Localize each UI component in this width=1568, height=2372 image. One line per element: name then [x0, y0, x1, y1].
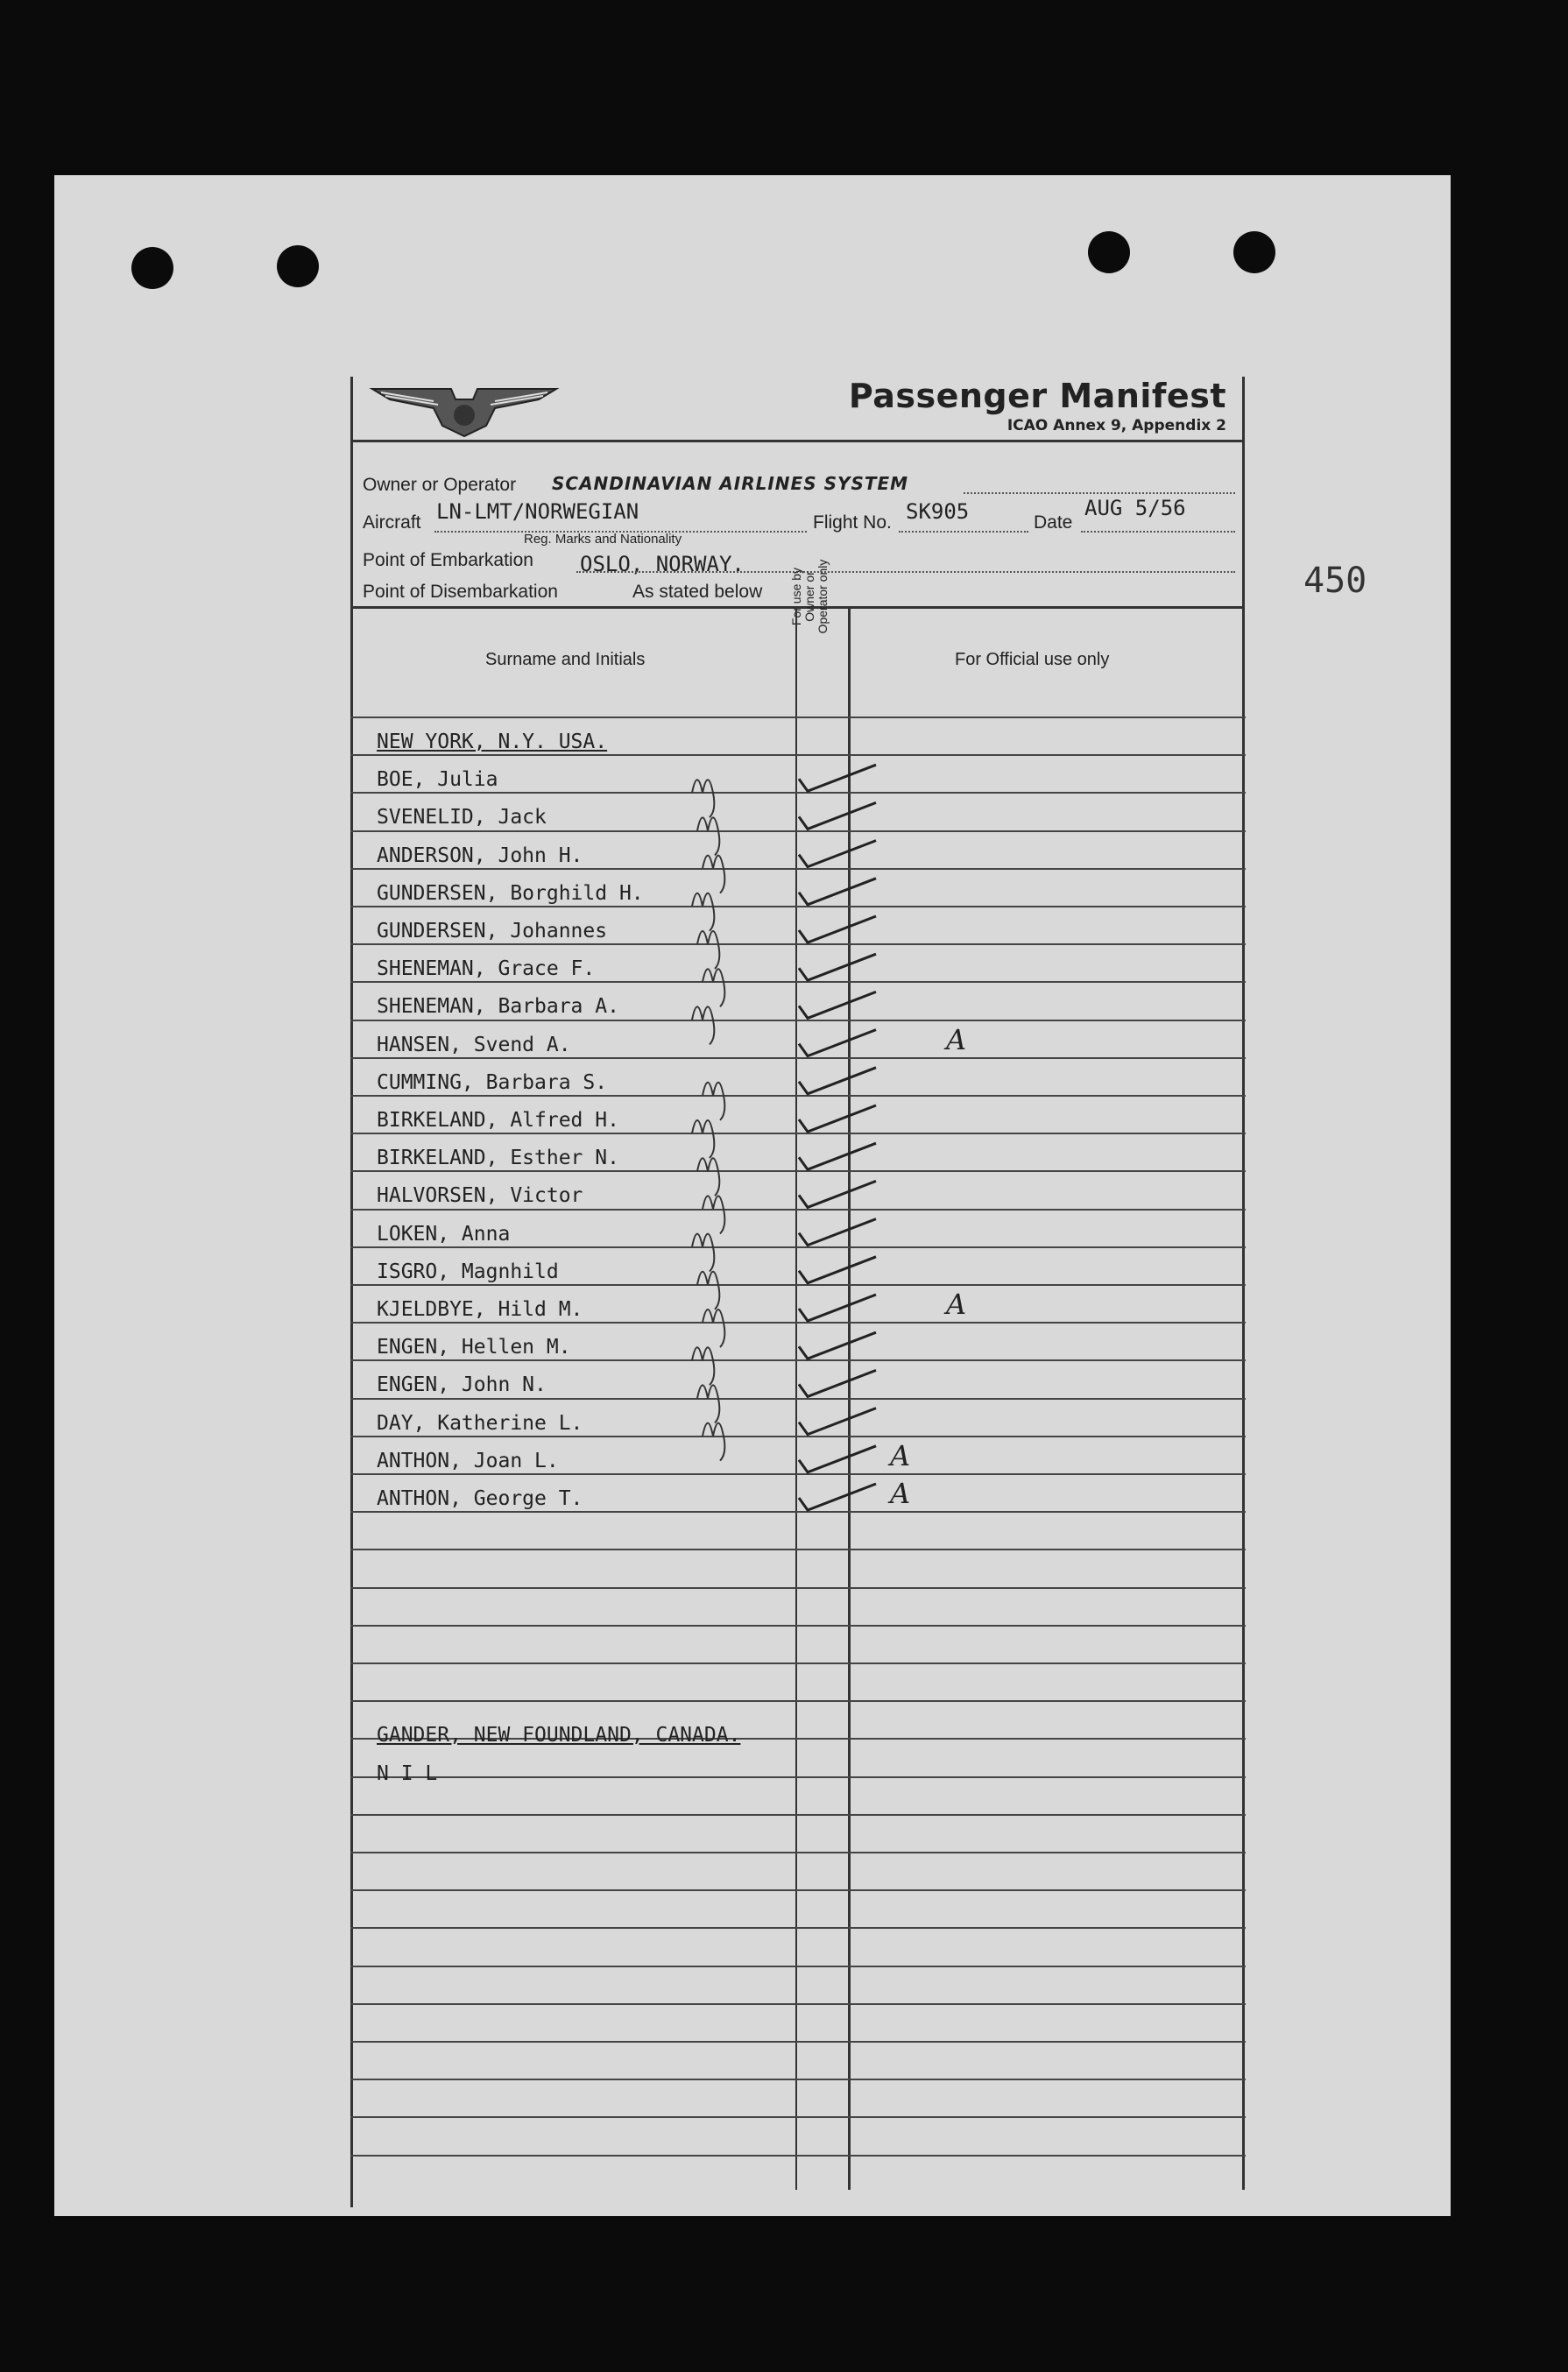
- nil-entry: N I L: [377, 1762, 438, 1785]
- checkmark: [799, 954, 876, 980]
- passenger-name: ISGRO, Magnhild: [377, 1260, 559, 1283]
- embarkation-label: Point of Embarkation: [363, 550, 533, 570]
- handwritten-initials: [692, 1347, 714, 1385]
- page-stamp-number: 450: [1303, 561, 1367, 601]
- passenger-name: LOKEN, Anna: [377, 1222, 511, 1246]
- flight-value: SK905: [906, 499, 970, 524]
- passenger-name: BIRKELAND, Esther N.: [377, 1147, 619, 1170]
- form-subtitle: ICAO Annex 9, Appendix 2: [1006, 417, 1226, 434]
- passenger-name: ENGEN, Hellen M.: [377, 1336, 571, 1359]
- official-annotation: A: [890, 1438, 911, 1472]
- checkmark: [799, 1105, 876, 1132]
- passenger-name: DAY, Katherine L.: [377, 1411, 583, 1435]
- checkmark: [799, 1484, 876, 1510]
- checkmark: [799, 1143, 876, 1169]
- official-annotation: A: [890, 1477, 911, 1510]
- checkmark: [799, 1370, 876, 1396]
- handwritten-initials: [692, 893, 714, 931]
- passenger-name: HANSEN, Svend A.: [377, 1033, 571, 1056]
- handwritten-initials: [692, 780, 714, 817]
- handwritten-initials: [697, 1158, 719, 1196]
- handwritten-initials: [697, 1272, 719, 1310]
- handwritten-initials: [697, 817, 719, 855]
- passenger-name: ENGEN, John N.: [377, 1373, 547, 1397]
- column-header-owner-only: For use by Owner or Operator only: [789, 559, 830, 634]
- checkmark: [799, 1446, 876, 1472]
- handwritten-initials: [692, 1006, 714, 1044]
- embarkation-value: OSLO, NORWAY.: [580, 552, 745, 576]
- passenger-name: SHENEMAN, Grace F.: [377, 957, 596, 981]
- handwritten-initials: [703, 1196, 724, 1233]
- passenger-name: HALVORSEN, Victor: [377, 1184, 583, 1208]
- disembarkation-label: Point of Disembarkation: [363, 582, 558, 602]
- punch-hole: [277, 245, 319, 287]
- owner-value: SCANDINAVIAN AIRLINES SYSTEM: [552, 473, 909, 494]
- handwritten-initials: [703, 1083, 724, 1120]
- passenger-name: SVENELID, Jack: [377, 806, 547, 829]
- passenger-name: GUNDERSEN, Johannes: [377, 920, 608, 942]
- aircraft-label: Aircraft: [363, 512, 421, 533]
- disembarkation-value: As stated below: [632, 582, 763, 602]
- passenger-name: SHENEMAN, Barbara A.: [377, 995, 619, 1019]
- checkmark: [799, 841, 876, 867]
- column-header-surname: Surname and Initials: [485, 650, 646, 669]
- column-header-official: For Official use only: [955, 650, 1110, 669]
- passenger-name: ANTHON, Joan L.: [377, 1449, 559, 1472]
- aircraft-value: LN-LMT/NORWEGIAN: [436, 499, 639, 524]
- handwritten-initials: [703, 1310, 724, 1347]
- handwritten-initials: [703, 969, 724, 1006]
- official-annotation: A: [946, 1288, 967, 1321]
- official-annotation: A: [946, 1022, 967, 1056]
- destination-gander: GANDER, NEW FOUNDLAND, CANADA.: [377, 1724, 741, 1747]
- passenger-name: ANDERSON, John H.: [377, 844, 583, 867]
- checkmark: [799, 802, 876, 829]
- handwritten-initials: [703, 1423, 724, 1461]
- punch-hole: [1233, 231, 1275, 273]
- passenger-name: ANTHON, George T.: [377, 1487, 583, 1510]
- checkmark: [799, 1030, 876, 1056]
- date-label: Date: [1034, 512, 1073, 533]
- handwritten-initials: [697, 1385, 719, 1422]
- passenger-name: GUNDERSEN, Borghild H.: [377, 881, 644, 905]
- passenger-name: KJELDBYE, Hild M.: [377, 1298, 583, 1321]
- checkmark: [799, 765, 876, 791]
- handwritten-checkmarks: [350, 377, 1246, 2207]
- checkmark: [799, 992, 876, 1018]
- passenger-name: BIRKELAND, Alfred H.: [377, 1109, 619, 1132]
- checkmark: [799, 1295, 876, 1321]
- checkmark: [799, 1257, 876, 1283]
- manifest-form: [350, 377, 1244, 2207]
- checkmark: [799, 1068, 876, 1094]
- form-title: Passenger Manifest: [848, 377, 1226, 415]
- handwritten-initials: [697, 931, 719, 969]
- checkmark: [799, 916, 876, 942]
- checkmark: [799, 1219, 876, 1246]
- passenger-name: CUMMING, Barbara S.: [377, 1070, 608, 1094]
- owner-label: Owner or Operator: [363, 475, 517, 495]
- passenger-name: BOE, Julia: [377, 768, 498, 792]
- reg-marks-note: Reg. Marks and Nationality: [524, 532, 682, 547]
- punch-hole: [1088, 231, 1130, 273]
- checkmark: [799, 1408, 876, 1435]
- handwritten-initials: [692, 1120, 714, 1158]
- handwritten-initials: [692, 1234, 714, 1272]
- checkmark: [799, 1181, 876, 1207]
- flight-label: Flight No.: [813, 512, 892, 533]
- handwritten-initials: [703, 856, 724, 893]
- checkmark: [799, 1332, 876, 1359]
- punch-hole: [131, 247, 173, 289]
- date-value: AUG 5/56: [1084, 496, 1186, 520]
- checkmark: [799, 879, 876, 905]
- destination-new-york: NEW YORK, N.Y. USA.: [377, 731, 608, 753]
